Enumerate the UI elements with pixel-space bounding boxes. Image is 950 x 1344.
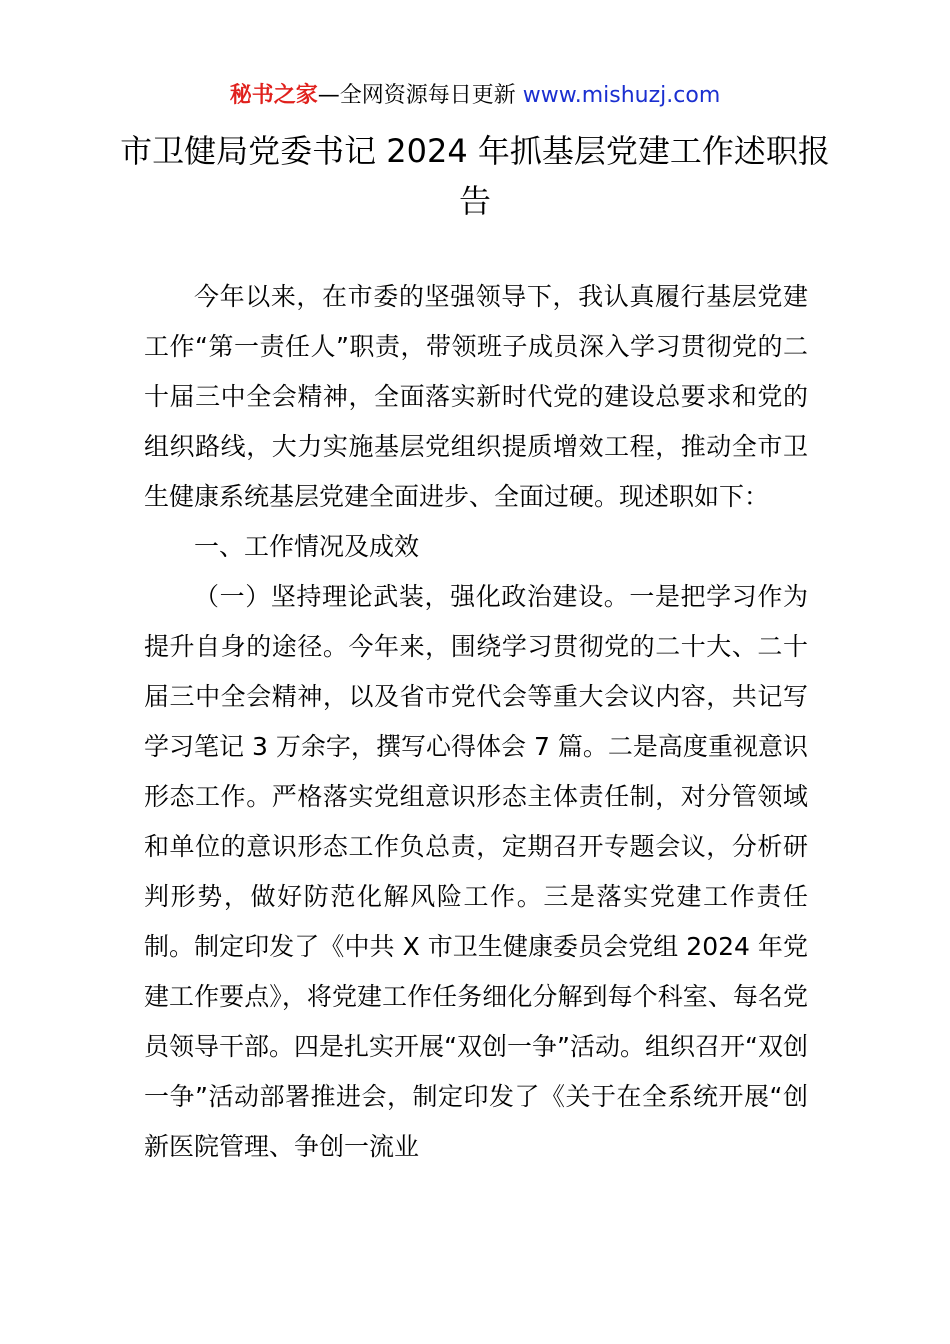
paragraph-section-1: （一）坚持理论武装，强化政治建设。一是把学习作为提升自身的途径。今年来，围绕学习贯彻党的二十大、二十届三中全会精神，以及省市党代会等重大会议内容，共记写学习笔记 3 万余字，撰写心得体会 7 篇。二是高度重视意识形态工作。严格落实党组意识形态主体责任制，对分管领域和单位的意识形态工作负总责，定期召开专题会议，分析研判形势，做好防范化解风险工作。三是落实党建工作责任制。制定印发了《中共 X 市卫生健康委员会党组 2024 年党建工作要点》，将党建工作任务细化分解到每个科室、每名党员领导干部。四是扎实开展“双创一争”活动。组织召开“双创一争”活动部署推进会，制定印发了《关于在全系统开展“创新医院管理、争创一流业: [144, 582, 808, 1161]
paragraph-intro: 今年以来，在市委的坚强领导下，我认真履行基层党建工作“第一责任人”职责，带领班子成员深入学习贯彻党的二十届三中全会精神，全面落实新时代党的建设总要求和党的组织路线，大力实施基层党组织提质增效工程，推动全市卫生健康系统基层党建全面进步、全面过硬。现述职如下：: [144, 282, 808, 511]
site-header: [0, 80, 950, 112]
document-title: 市卫健局党委书记 2024 年抓基层党建工作述职报告: [120, 132, 830, 220]
header-slogan: 全网资源每日更新: [339, 83, 523, 108]
section-heading: 一、工作情况及成效: [194, 532, 420, 561]
header-url[interactable]: www.mishuzj.com: [522, 83, 721, 108]
document-body: [144, 272, 808, 1172]
header-dash: —: [317, 83, 340, 108]
brand-name: 秘书之家: [229, 83, 318, 108]
